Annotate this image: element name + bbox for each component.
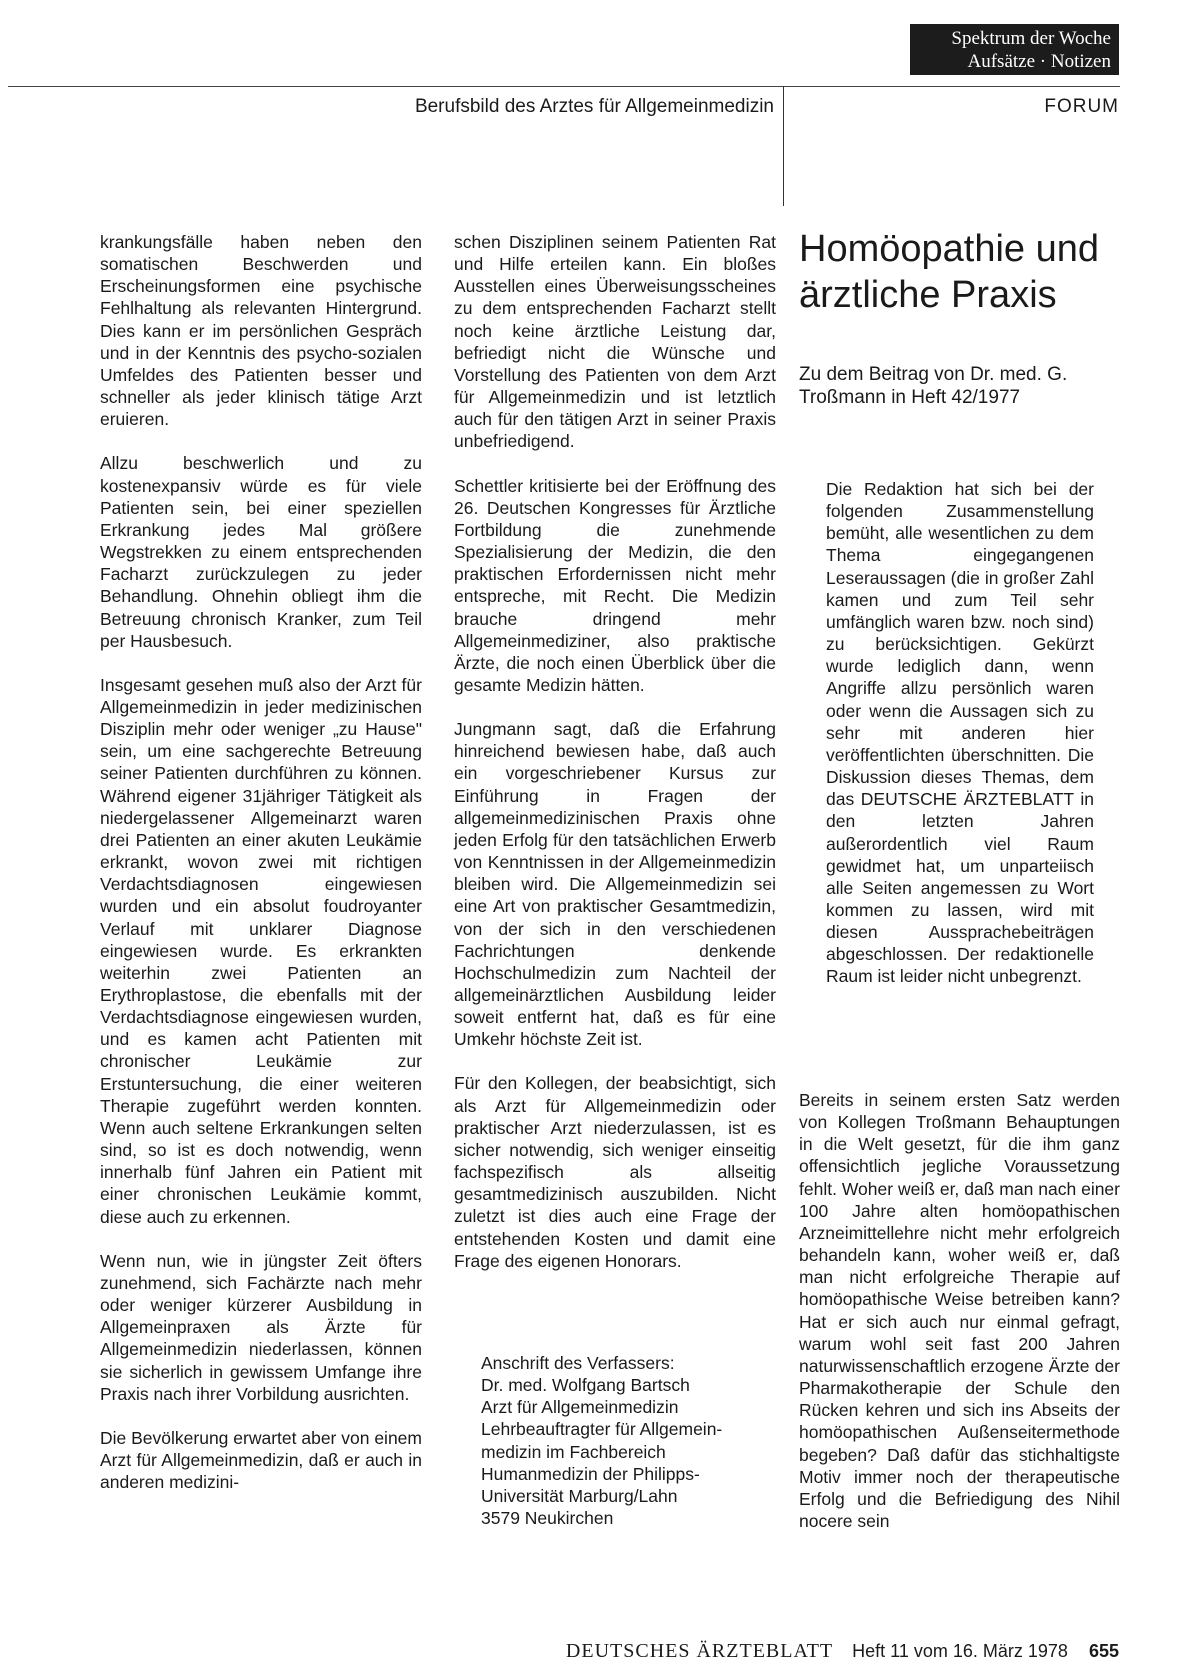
address-line: Humanmedizin der Philipps- (481, 1463, 700, 1484)
article-column-2 (454, 231, 776, 1294)
paragraph: Für den Kollegen, der beabsichtigt, sich als Arzt für Allgemeinmedizin oder praktischer Arzt niederzulassen, ist es sicher notwendig, sich weniger einseitig fachspezifisch als allseitig gesamtmedizinisch auszubilden. Nicht zuletzt ist dies auch eine Frage der entstehenden Kosten und damit eine Frage des eigenen Honorars. (454, 1073, 776, 1271)
paragraph: Bereits in seinem ersten Satz werden von Kollegen Troßmann Behauptungen in die Welt gesetzt, für die ihm ganz offensichtlich jegliche Voraussetzung fehlt. Woher weiß er, daß man nach einer 100 Jahre alten homöopathischen Arzneimittellehre nicht mehr erfolgreich behandeln kann, woher weiß er, daß man nicht erfolgreiche Therapie auf homöopathische Weise betreiben kann? Hat er sich auch nur einmal gefragt, warum wohl seit fast 200 Jahren naturwissenschaftlich erzogene Ärzte der Pharmakotherapie der Schule den Rücken kehren und sich ins Abseits der homöopathischen Außenseitermethode begeben? Daß dafür das stichhaltigste Motiv immer noch der therapeutische Erfolg und die Befriedigung des Nihil nocere sein (799, 1090, 1120, 1531)
address-line: Arzt für Allgemeinmedizin (481, 1397, 679, 1418)
forum-subtitle: Zu dem Beitrag von Dr. med. G. Troßmann in Heft 42/1977 (799, 364, 1068, 408)
journal-name: DEUTSCHES ÄRZTEBLATT (565, 1640, 834, 1662)
article-column-3 (799, 1089, 1120, 1554)
author-address (481, 1352, 781, 1529)
header-rule (8, 86, 1120, 87)
section-badge (910, 24, 1119, 75)
address-line: Lehrbeauftragter für Allgemein- (481, 1419, 723, 1440)
badge-line-1: Spektrum der Woche (951, 28, 1111, 49)
issue-info: Heft 11 vom 16. März 1978 (852, 1641, 1068, 1661)
page-number: 655 (1088, 1641, 1119, 1661)
section-header-right: FORUM (1044, 96, 1119, 117)
paragraph: krankungsfälle haben neben den somatischen Beschwerden und Erscheinungsformen eine psychische Fehlhaltung als relevanten Hintergrund. Dies kann er im persönlichen Gespräch und in der Kenntnis des psycho-sozialen Umfeldes des Patienten besser und schneller als jeder klinisch tätige Arzt eruieren. (100, 232, 422, 430)
paragraph: schen Disziplinen seinem Patienten Rat und Hilfe erteilen kann. Ein bloßes Ausstellen eines Überweisungsscheines zu dem entsprechenden Facharzt stellt noch keine ärztliche Leistung dar, befriedigt nicht die Wünsche und Vorstellung des Patienten von dem Arzt für Allgemeinmedizin und ist letztlich auch für den tätigen Arzt in seiner Praxis unbefriedigend. (454, 232, 776, 452)
editorial-note: Die Redaktion hat sich bei der folgenden Zusammenstellung bemüht, alle wesentlichen zu dem Thema eingegangenen Leseraussagen (die in großer Zahl kamen und zum Teil sehr umfänglich waren bzw. noch sind) zu berücksichtigen. Gekürzt wurde lediglich dann, wenn Angriffe allzu persönlich waren oder wenn die Aussagen sich zu sehr mit anderen hier veröffentlichten überschnitten. Die Diskussion dieses Themas, dem das DEUTSCHE ÄRZTEBLATT in den letzten Jahren außerordentlich viel Raum gewidmet hat, um unparteiisch alle Seiten angemessen zu Wort kommen zu lassen, wird mit diesen Aussprachebeiträgen abgeschlossen. Der redaktionelle Raum ist leider nicht unbegrenzt. (826, 479, 1094, 987)
paragraph: Wenn nun, wie in jüngster Zeit öfters zunehmend, sich Fachärzte nach mehr oder weniger kürzerer Ausbildung in Allgemeinpraxen als Ärzte für Allgemeinmedizin niederlassen, können sie sicherlich in gewissem Umfange ihre Praxis nach ihrer Vorbildung ausrichten. (100, 1250, 422, 1404)
forum-title: Homöopathie und ärztliche Praxis (799, 228, 1099, 316)
paragraph: Insgesamt gesehen muß also der Arzt für Allgemeinmedizin in jeder medizinischen Disziplin mehr oder weniger „zu Hause" sein, um eine sachgerechte Betreuung seiner Patienten durchführen zu können. Während eigener 31jähriger Tätigkeit als niedergelassener Allgemeinarzt waren drei Patienten an einer akuten Leukämie erkrankt, wovon zwei mit richtigen Verdachtsdiagnosen eingewiesen wurden und ein absolut foudroyanter Verlauf mit unklarer Diagnose eingewiesen wurde. Es erkrankten weiterhin zwei Patienten an Erythroplastose, die ebenfalls mit der Verdachtsdiagnose eingewiesen wurden, und es kamen acht Patienten mit chronischer Leukämie zur Erstuntersuchung, die einer weiteren Therapie zugeführt werden konnten. Wenn auch seltene Erkrankungen selten sind, so ist es doch notwendig, wenn innerhalb fünf Jahren ein Patient mit einer chronischen Leukämie kommt, diese auch zu erkennen. (100, 674, 422, 1227)
address-line: medizin im Fachbereich (481, 1441, 666, 1462)
address-line: 3579 Neukirchen (481, 1508, 614, 1529)
paragraph: Allzu beschwerlich und zu kostenexpansiv würde es für viele Patienten sein, bei einer speziellen Erkrankung jedes Mal größere Wegstrekken zu einem entsprechenden Facharzt zurückzulegen zu jeder Behandlung. Ohnehin obliegt ihm die Betreuung chronisch Kranker, zum Teil per Hausbesuch. (100, 453, 422, 651)
article-column-1 (100, 231, 422, 1515)
paragraph: Schettler kritisierte bei der Eröffnung des 26. Deutschen Kongresses für Ärztliche Fortbildung die zunehmende Spezialisierung der Medizin, die den praktischen Erfordernissen nicht mehr entspreche, mit Recht. Die Medizin brauche dringend mehr Allgemeinmediziner, also praktische Ärzte, die noch einen Überblick über die gesamte Medizin hätten. (454, 475, 776, 695)
header-divider (783, 86, 784, 206)
section-header-left: Berufsbild des Arztes für Allgemeinmedizin (414, 96, 774, 117)
address-line: Dr. med. Wolfgang Bartsch (481, 1375, 690, 1396)
address-line: Universität Marburg/Lahn (481, 1485, 678, 1506)
paragraph: Die Bevölkerung erwartet aber von einem Arzt für Allgemeinmedizin, daß er auch in anderen medizini- (100, 1427, 422, 1493)
badge-line-2: Aufsätze · Notizen (967, 51, 1111, 72)
address-line: Anschrift des Verfassers: (481, 1353, 675, 1373)
paragraph: Jungmann sagt, daß die Erfahrung hinreichend bewiesen habe, daß auch ein vorgeschriebener Kursus zur Einführung in Fragen der allgemeinmedizinischen Praxis ohne jeden Erfolg für den tatsächlichen Erwerb von Kenntnissen in der Allgemeinmedizin bleiben wird. Die Allgemeinmedizin sei eine Art von praktischer Gesamtmedizin, von der sich in den verschiedenen Fachrichtungen denkende Hochschulmedizin zum Nachteil der allgemeinärztlichen Ausbildung leider soweit entfernt hat, daß es für eine Umkehr höchste Zeit ist. (454, 719, 776, 1050)
page-footer (489, 1640, 1119, 1663)
